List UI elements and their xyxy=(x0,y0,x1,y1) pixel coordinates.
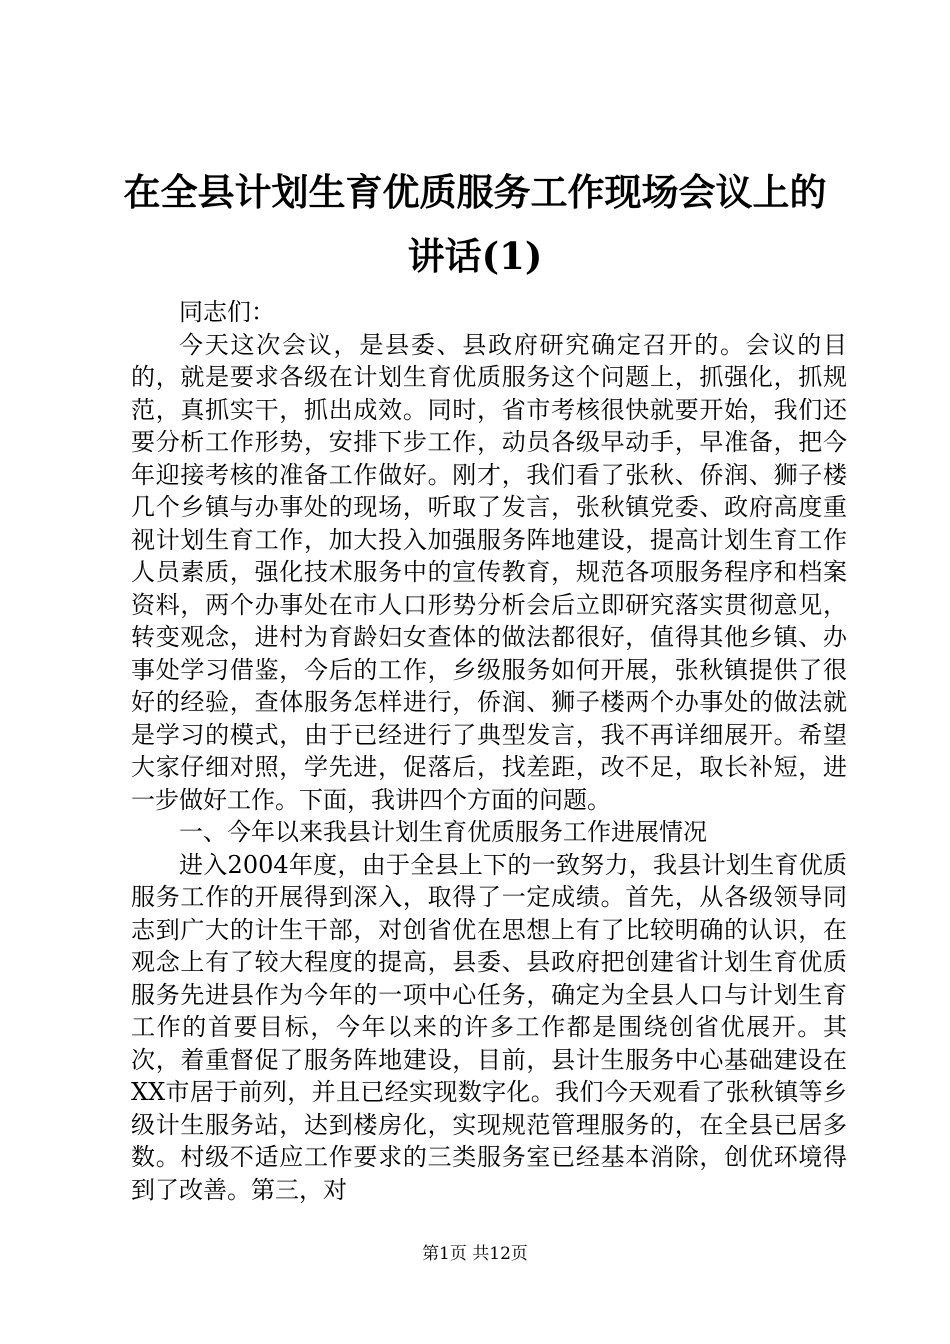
paragraph-intro: 今天这次会议，是县委、县政府研究确定召开的。会议的目的，就是要求各级在计划生育优质服务这个问题上，抓强化，抓规范，真抓实干，抓出成效。同时，省市考核很快就要开始，我们还要分析工作形势，安排下步工作，动员各级早动手，早准备，把今年迎接考核的准备工作做好。刚才，我们看了张秋、侨润、狮子楼几个乡镇与办事处的现场，听取了发言，张秋镇党委、政府高度重视计划生育工作，加大投入加强服务阵地建设，提高计划生育工作人员素质，强化技术服务中的宣传教育，规范各项服务程序和档案资料，两个办事处在市人口形势分析会后立即研究落实贯彻意见，转变观念，进村为育龄妇女查体的做法都很好，值得其他乡镇、办事处学习借鉴，今后的工作，乡级服务如何开展，张秋镇提供了很好的经验，查体服务怎样进行，侨润、狮子楼两个办事处的做法就是学习的模式，由于已经进行了典型发言，我不再详细展开。希望大家仔细对照，学先进，促落后，找差距，改不足，取长补短，进一步做好工作。下面，我讲四个方面的问题。 xyxy=(131,330,847,814)
page-footer: 第1页 共12页 xyxy=(422,1244,528,1264)
section-heading-1: 一、今年以来我县计划生育优质服务工作进展情况 xyxy=(179,818,707,846)
salutation: 同志们： xyxy=(179,298,275,326)
document-title: 在全县计划生育优质服务工作现场会议上的讲话(1) xyxy=(123,170,827,278)
paragraph-progress: 进入2004年度，由于全县上下的一致努力，我县计划生育优质服务工作的开展得到深入，取得了一定成绩。首先，从各级领导同志到广大的计生干部，对创省优在思想上有了比较明确的认识，在观念上有了较大程度的提高，县委、县政府把创建省计划生育优质服务先进县作为今年的一项中心任务，确定为全县人口与计划生育工作的首要目标，今年以来的许多工作都是围绕创省优展开。其次，着重督促了服务阵地建设，目前，县计生服务中心基础建设在XX市居于前列，并且已经实现数字化。我们今天观看了张秋镇等乡级计生服务站，达到楼房化，实现规范管理服务的，在全县已居多数。村级不适应工作要求的三类服务室已经基本消除，创优环境得到了改善。第三，对 xyxy=(131,850,847,1204)
document-body xyxy=(131,296,847,1206)
